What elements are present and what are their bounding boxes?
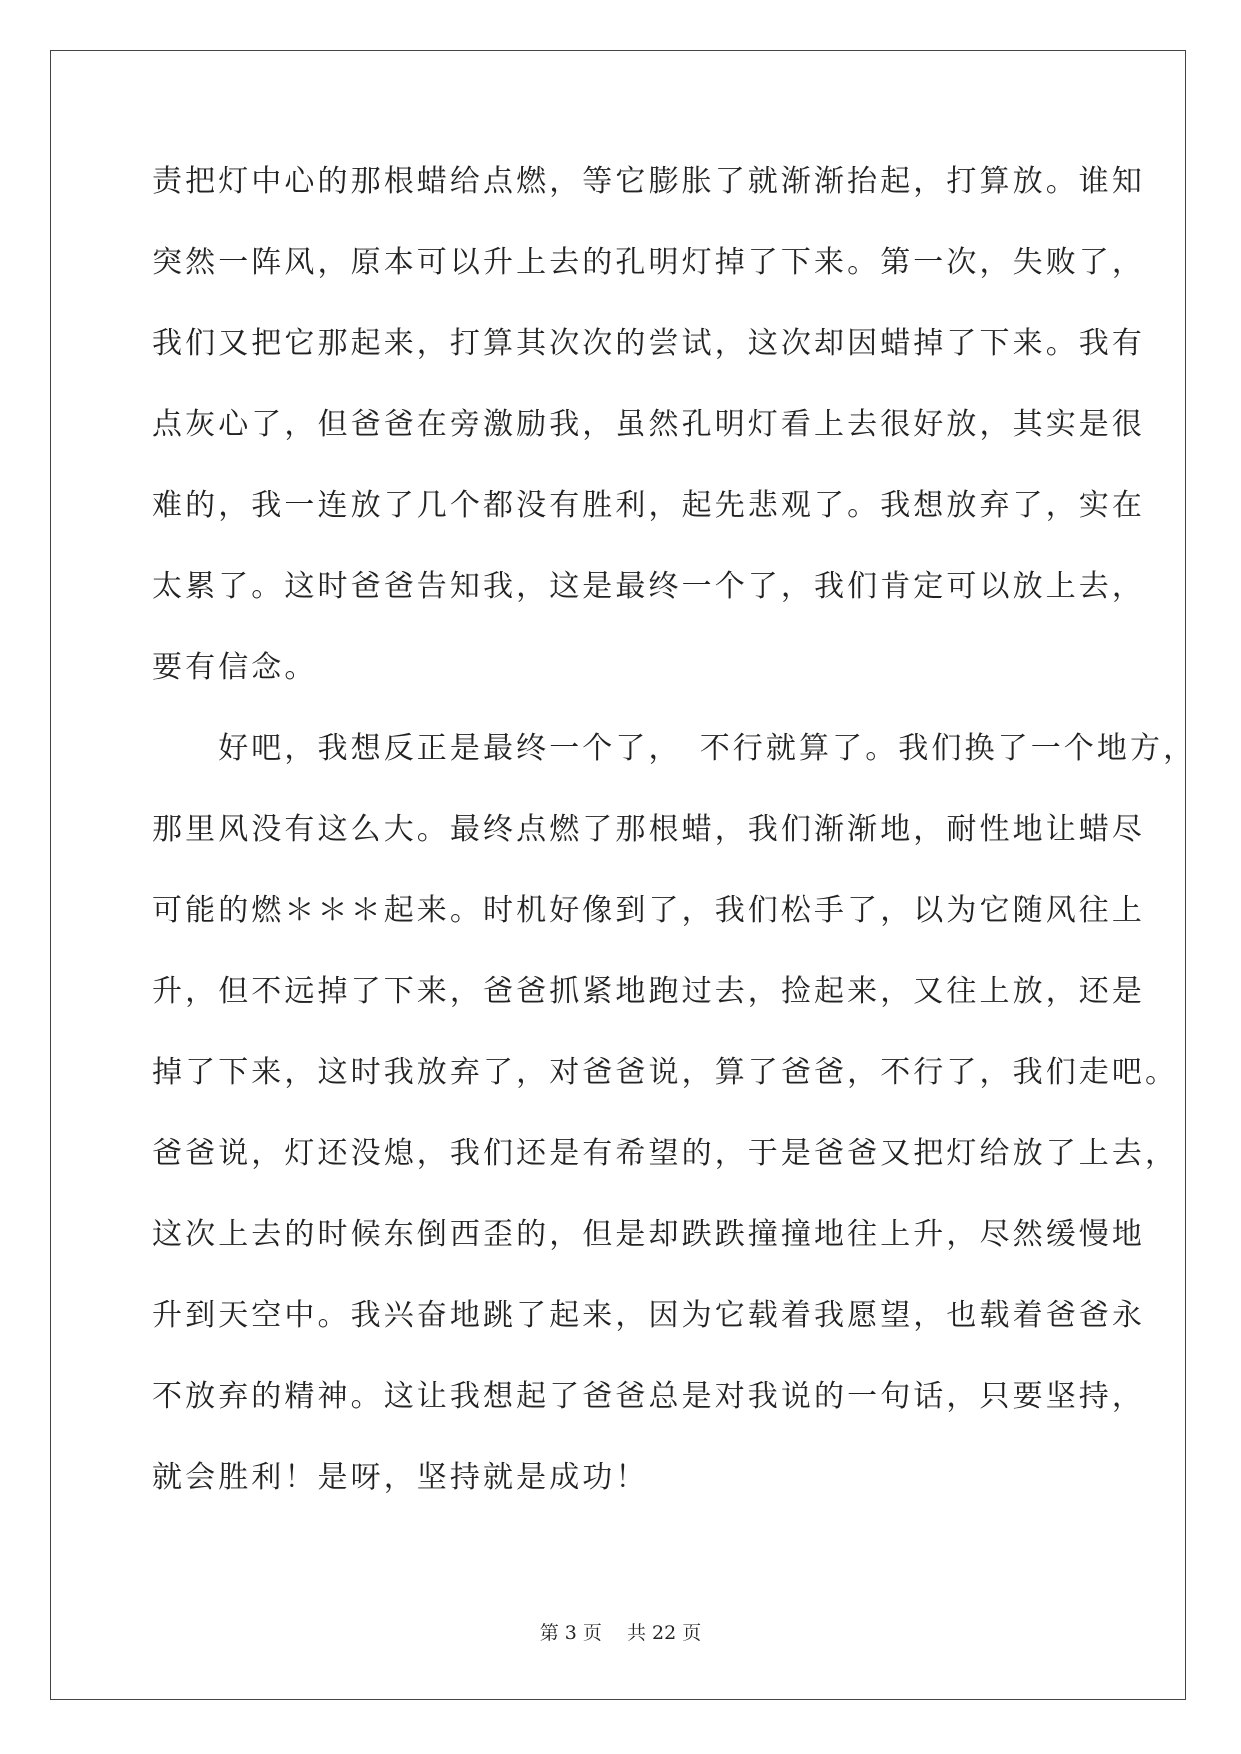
text-line: 升，但不远掉了下来，爸爸抓紧地跑过去，捡起来，又往上放，还是 bbox=[152, 974, 1145, 1009]
page-number-footer: 第 3 页 共 22 页 bbox=[539, 1622, 702, 1644]
text-line: 我们又把它那起来，打算其次次的尝试，这次却因蜡掉了下来。我有 bbox=[152, 326, 1145, 361]
text-line: 太累了。这时爸爸告知我，这是最终一个了，我们肯定可以放上去， bbox=[152, 569, 1145, 604]
text-line: 点灰心了，但爸爸在旁激励我，虽然孔明灯看上去很好放，其实是很 bbox=[152, 407, 1145, 442]
text-line: 那里风没有这么大。最终点燃了那根蜡，我们渐渐地，耐性地让蜡尽 bbox=[152, 812, 1145, 847]
document-body bbox=[152, 162, 1197, 1539]
text-line: 好吧，我想反正是最终一个了， 不行就算了。我们换了一个地方， bbox=[152, 731, 1197, 766]
text-line: 责把灯中心的那根蜡给点燃，等它膨胀了就渐渐抬起，打算放。谁知 bbox=[152, 164, 1145, 199]
text-line: 要有信念。 bbox=[152, 650, 318, 685]
text-line: 这次上去的时候东倒西歪的，但是却跌跌撞撞地往上升，尽然缓慢地 bbox=[152, 1217, 1145, 1252]
text-line: 掉了下来，这时我放弃了，对爸爸说，算了爸爸，不行了，我们走吧。 bbox=[152, 1055, 1179, 1090]
text-line: 就会胜利！是呀，坚持就是成功！ bbox=[152, 1460, 649, 1495]
text-line: 爸爸说，灯还没熄，我们还是有希望的，于是爸爸又把灯给放了上去， bbox=[152, 1136, 1179, 1171]
text-line: 升到天空中。我兴奋地跳了起来，因为它载着我愿望，也载着爸爸永 bbox=[152, 1298, 1145, 1333]
text-line: 难的，我一连放了几个都没有胜利，起先悲观了。我想放弃了，实在 bbox=[152, 488, 1145, 523]
text-line: 不放弃的精神。这让我想起了爸爸总是对我说的一句话，只要坚持， bbox=[152, 1379, 1145, 1414]
text-line: 突然一阵风，原本可以升上去的孔明灯掉了下来。第一次，失败了， bbox=[152, 245, 1145, 280]
text-line: 可能的燃＊＊＊起来。时机好像到了，我们松手了，以为它随风往上 bbox=[152, 893, 1145, 928]
